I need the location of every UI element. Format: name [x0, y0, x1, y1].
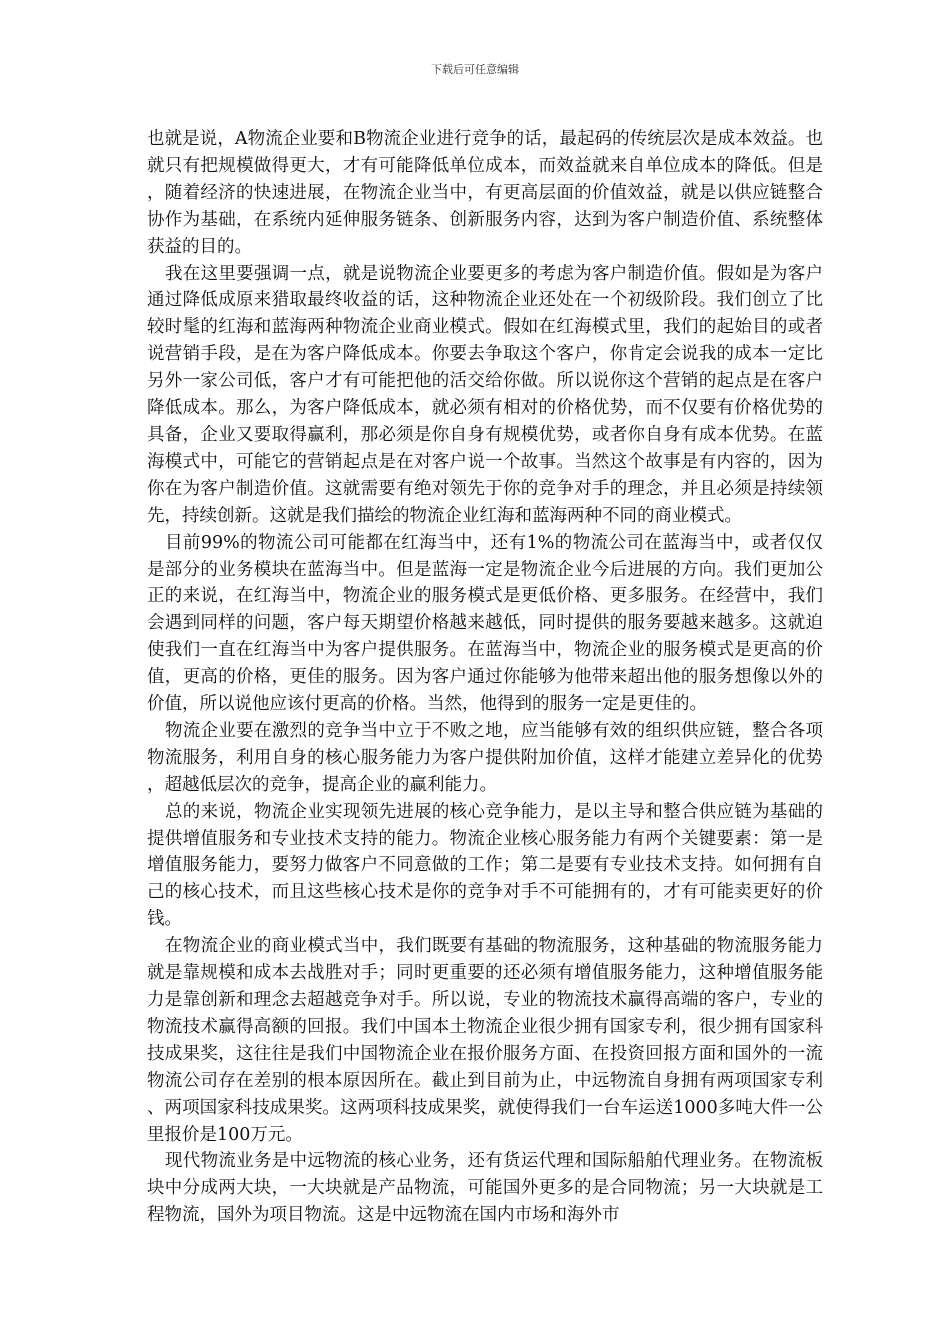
paragraph-5: 总的来说，物流企业实现领先进展的核心竞争能力，是以主导和整合供应链为基础的提供增值服务和专业技术支持的能力。物流企业核心服务能力有两个关键要素：第一是增值服务能力，要努力做客户不同意做的工作；第二是要有专业技术支持。如何拥有自己的核心技术，而且这些核心技术是你的竞争对手不可能拥有的，才有可能卖更好的价钱。: [147, 801, 823, 930]
paragraph-4: 物流企业要在激烈的竞争当中立于不败之地，应当能够有效的组织供应链，整合各项物流服务，利用自身的核心服务能力为客户提供附加价值，这样才能建立差异化的优势，超越低层次的竞争，提高企业的赢利能力。: [147, 720, 823, 795]
page-header: 下载后可任意编辑: [431, 63, 519, 76]
paragraph-7: 现代物流业务是中远物流的核心业务，还有货运代理和国际船舶代理业务。在物流板块中分成两大块，一大块就是产品物流，可能国外更多的是合同物流；另一大块就是工程物流，国外为项目物流。这是中远物流在国内市场和海外市: [147, 1151, 823, 1226]
document-body: [147, 126, 823, 1229]
paragraph-2: 我在这里要强调一点，就是说物流企业要更多的考虑为客户制造价值。假如是为客户通过降低成原来猎取最终收益的话，这种物流企业还处在一个初级阶段。我们创立了比较时髦的红海和蓝海两种物流企业商业模式。假如在红海模式里，我们的起始目的或者说营销手段，是在为客户降低成本。你要去争取这个客户，你肯定会说我的成本一定比另外一家公司低，客户才有可能把他的活交给你做。所以说你这个营销的起点是在客户降低成本。那么，为客户降低成本，就必须有相对的价格优势，而不仅要有价格优势的具备，企业又要取得赢利，那必须是你自身有规模优势，或者你自身有成本优势。在蓝海模式中，可能它的营销起点是在对客户说一个故事。当然这个故事是有内容的，因为你在为客户制造价值。这就需要有绝对领先于你的竞争对手的理念，并且必须是持续领先，持续创新。这就是我们描绘的物流企业红海和蓝海两种不同的商业模式。: [147, 263, 823, 526]
paragraph-1: 也就是说，A物流企业要和B物流企业进行竞争的话，最起码的传统层次是成本效益。也就只有把规模做得更大，才有可能降低单位成本，而效益就来自单位成本的降低。但是，随着经济的快速进展，在物流企业当中，有更高层面的价值效益，就是以供应链整合协作为基础，在系统内延伸服务链条、创新服务内容，达到为客户制造价值、系统整体获益的目的。: [147, 129, 823, 257]
paragraph-6: 在物流企业的商业模式当中，我们既要有基础的物流服务，这种基础的物流服务能力就是靠规模和成本去战胜对手；同时更重要的还必须有增值服务能力，这种增值服务能力是靠创新和理念去超越竞争对手。所以说，专业的物流技术赢得高端的客户，专业的物流技术赢得高额的回报。我们中国本土物流企业很少拥有国家专利，很少拥有国家科技成果奖，这往往是我们中国物流企业在报价服务方面、在投资回报方面和国外的一流物流公司存在差别的根本原因所在。截止到目前为止，中远物流自身拥有两项国家专利、两项国家科技成果奖。这两项科技成果奖，就使得我们一台车运送1000多吨大件一公里报价是100万元。: [147, 936, 823, 1145]
paragraph-3: 目前99%的物流公司可能都在红海当中，还有1%的物流公司在蓝海当中，或者仅仅是部分的业务模块在蓝海当中。但是蓝海一定是物流企业今后进展的方向。我们更加公正的来说，在红海当中，物流企业的服务模式是更低价格、更多服务。在经营中，我们会遇到同样的问题，客户每天期望价格越来越低，同时提供的服务要越来越多。这就迫使我们一直在红海当中为客户提供服务。在蓝海当中，物流企业的服务模式是更高的价值，更高的价格，更佳的服务。因为客户通过你能够为他带来超出他的服务想像以外的价值，所以说他应该付更高的价格。当然，他得到的服务一定是更佳的。: [147, 532, 823, 715]
